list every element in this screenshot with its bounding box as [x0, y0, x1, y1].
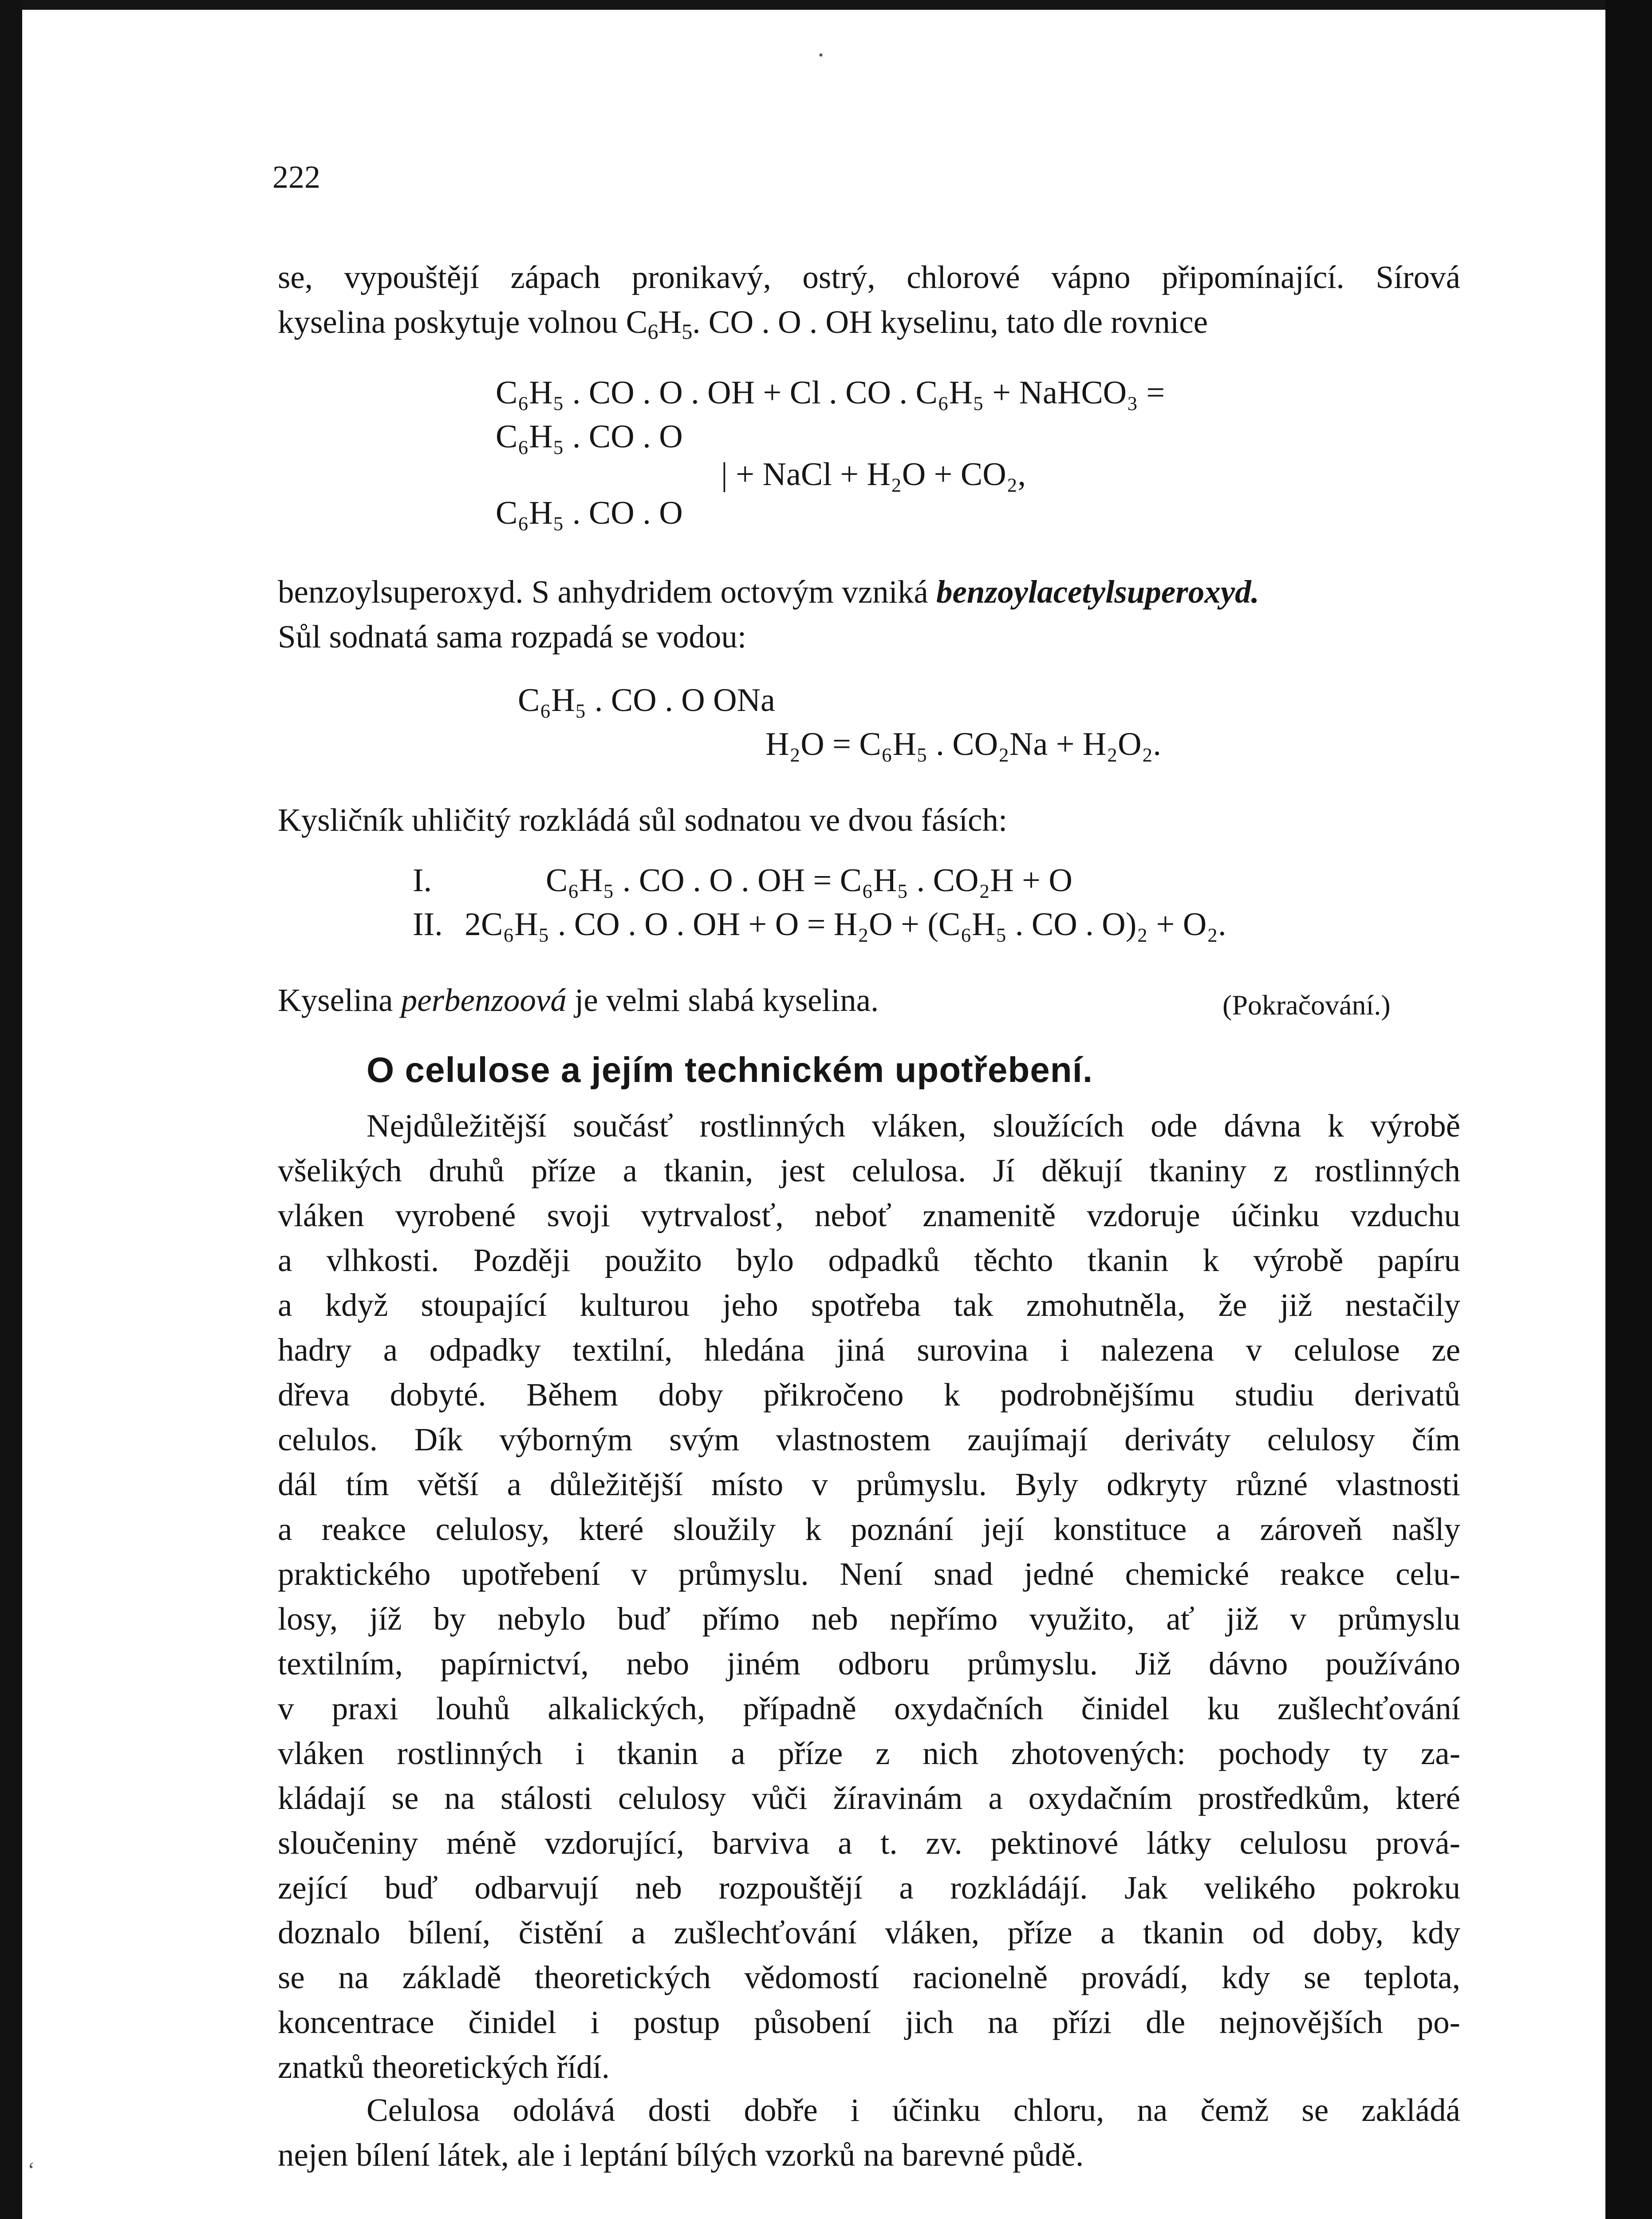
- article-paragraph-1: [278, 1103, 1460, 2089]
- equation-1-row-1: C₆H₅ . CO . O . OH + Cl . CO . C₆H₅ + NaHCO₃ =: [496, 375, 1165, 411]
- article-line: kládají se na stálosti celulosy vůči žíravinám a oxydačním prostředkům, které: [278, 1780, 1460, 1816]
- article-line: textilním, papírnictví, nebo jiném odboru průmyslu. Již dávno používáno: [278, 1646, 1460, 1682]
- article-line: zející buď odbarvují neb rozpouštějí a rozkládájí. Jak velikého pokroku: [278, 1870, 1460, 1906]
- article-line: celulos. Dík výborným svým vlastnostem zaujímají deriváty celulosy čím: [278, 1421, 1460, 1457]
- article-line: doznalo bílení, čistění a zušlechťování vláken, příze a tkanin od doby, kdy: [278, 1915, 1460, 1951]
- equation-3-row-2: II. 2C₆H₅ . CO . O . OH + O = H₂O + (C₆H₅ . CO . O)₂ + O₂.: [413, 906, 1226, 943]
- article-line: a vlhkosti. Později použito bylo odpadků těchto tkanin k výrobě papíru: [278, 1242, 1460, 1278]
- equation-2-row-2: H₂O = C₆H₅ . CO₂Na + H₂O₂.: [765, 726, 1161, 762]
- article-line: nejen bílení látek, ale i leptání bílých vzorků na barevné půdě.: [278, 2137, 1084, 2173]
- article-line: losy, jíž by nebylo buď přímo neb nepřímo využito, ať již v průmyslu: [278, 1601, 1460, 1637]
- intro-line-2: kyselina poskytuje volnou $C_6H_5$. CO . O . OH kyselinu, tato dle rovnice: [278, 304, 1208, 344]
- benzoyl-line-2: Sůl sodnatá sama rozpadá se vodou:: [278, 619, 747, 655]
- benzoyl-paragraph: [278, 569, 1460, 659]
- equation-2-row-1: C₆H₅ . CO . O ONa: [518, 682, 775, 719]
- page-number: 222: [272, 159, 320, 195]
- scan-speck: ·: [816, 40, 825, 70]
- article-line: Nejdůležitější součásť rostlinných vláken, sloužících ode dávna k výrobě: [367, 1108, 1460, 1144]
- article-line: sloučeniny méně vzdorující, barviva a t. zv. pektinové látky celulosu prová-: [278, 1825, 1460, 1861]
- article-line: hadry a odpadky textilní, hledána jiná surovina i nalezena v celulose ze: [278, 1332, 1460, 1368]
- article-line: a když stoupající kulturou jeho spotřeba tak zmohutněla, že již nestačily: [278, 1287, 1460, 1323]
- article-line: dál tím větší a důležitější místo v průmyslu. Byly odkryty různé vlastnosti: [278, 1466, 1460, 1502]
- scan-edge-left: [0, 0, 22, 2219]
- article-line: vláken rostlinných i tkanin a příze z nich zhotovených: pochody ty za-: [278, 1735, 1460, 1771]
- scan-edge-right: [1605, 0, 1652, 2219]
- article-line: v praxi louhů alkalických, případně oxydačních činidel ku zušlechťování: [278, 1690, 1460, 1726]
- equation-3-row-1: I. C₆H₅ . CO . O . OH = C₆H₅ . CO₂H + O: [413, 862, 1072, 899]
- article-line: praktického upotřebení v průmyslu. Není snad jedné chemické reakce celu-: [278, 1556, 1460, 1592]
- intro-line-1: se, vypouštějí zápach pronikavý, ostrý, chlorové vápno připomínající. Sírová: [278, 259, 1460, 295]
- article-line: koncentrace činidel i postup působení jich na přízi dle nejnovějších po-: [278, 2004, 1460, 2040]
- article-line: Celulosa odolává dosti dobře i účinku chloru, na čemž se zakládá: [367, 2092, 1460, 2128]
- article-paragraph-2: [278, 2088, 1460, 2177]
- scan-edge-top: [0, 0, 1652, 10]
- article-line: všelikých druhů příze a tkanin, jest celulosa. Jí děkují tkaniny z rostlinných: [278, 1153, 1460, 1188]
- article-line: znatků theoretických řídí.: [278, 2049, 610, 2085]
- equation-1-row-4: C₆H₅ . CO . O: [496, 495, 683, 531]
- co2-intro: Kysličník uhličitý rozkládá sůl sodnatou ve dvou fásích:: [278, 802, 1008, 838]
- article-line: vláken vyrobené svoji vytrvalosť, neboť znamenitě vzdoruje účinku vzduchu: [278, 1197, 1460, 1233]
- article-line: se na základě theoretických vědomostí racionelně provádí, kdy se teplota,: [278, 1959, 1460, 1995]
- article-title: O celulose a jejím technickém upotřebení.: [367, 1050, 1093, 1090]
- equation-1-row-2: C₆H₅ . CO . O: [496, 419, 683, 455]
- benzoyl-line-1: benzoylsuperoxyd. S anhydridem octovým vzniká benzoylacetylsuperoxyd.: [278, 574, 1259, 610]
- benzoylacetylsuperoxyd-term: benzoylacetylsuperoxyd.: [936, 574, 1259, 610]
- continued-note: (Pokračování.): [1222, 989, 1391, 1021]
- perbenzoova-term: perbenzoová: [401, 982, 567, 1018]
- equation-1-row-3: | + NaCl + H₂O + CO₂,: [721, 456, 1026, 493]
- scan-speck: ʻ: [28, 2157, 35, 2182]
- intro-paragraph: [278, 255, 1460, 344]
- article-line: dřeva dobyté. Během doby přikročeno k podrobnějšímu studiu derivatů: [278, 1377, 1460, 1413]
- article-line: a reakce celulosy, které sloužily k poznání její konstituce a zároveň našly: [278, 1511, 1460, 1547]
- perbenzoic-line: Kyselina perbenzoová je velmi slabá kyselina.: [278, 982, 879, 1018]
